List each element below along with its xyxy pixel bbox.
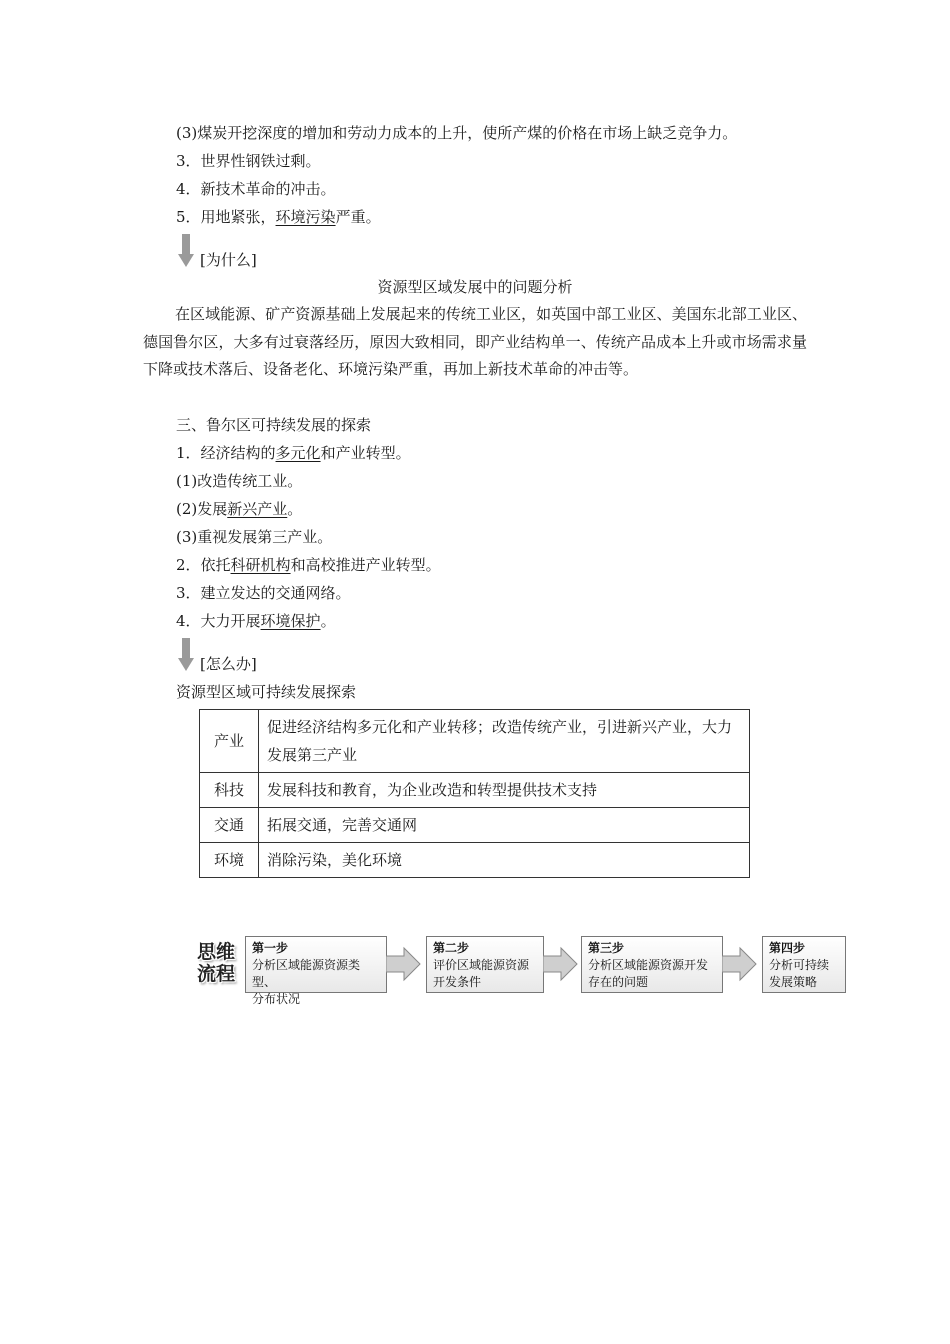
flow-step-3 [581,936,723,993]
step-text: 开发条件 [433,975,482,989]
table-row [200,843,750,878]
text-prefix: (2)发展 [176,500,228,518]
list-item [176,499,302,519]
text-prefix: 4．大力开展 [176,612,261,630]
table-value-cell: 拓展交通，完善交通网 [259,808,750,843]
why-label: [为什么] [200,251,257,269]
flow-step-2 [426,936,544,993]
list-item [176,443,411,463]
right-arrow-icon [386,946,422,982]
text-suffix: 严重。 [335,208,381,226]
step-text: 分析可持续 [769,958,830,972]
table-title: 资源型区域可持续发展探索 [176,683,357,701]
table-value-cell: 消除污染，美化环境 [259,843,750,878]
analysis-paragraph: 在区域能源、矿产资源基础上发展起来的传统工业区，如英国中部工业区、美国东北部工业区、德国鲁尔区，大多有过衰落经历，原因大致相同，即产业结构单一、传统产品成本上升或市场需求量下降或技术落后、设备老化、环境污染严重，再加上新技术革命的冲击等。 [143,305,807,378]
text-prefix: 2．依托 [176,556,231,574]
keyword-underlined: 环境保护 [260,612,321,630]
text-prefix: 5．用地紧张， [176,208,276,226]
thinking-flow-badge [193,941,239,989]
step-text: 存在的问题 [588,975,649,989]
text-line-steel-surplus: 3．世界性钢铁过剩。 [176,152,321,170]
badge-line: 思维 [196,941,235,963]
text-suffix: 和产业转型。 [320,444,411,462]
analysis-title: 资源型区域发展中的问题分析 [377,278,573,296]
down-arrow-icon [178,638,194,672]
down-arrow-icon [178,234,194,268]
table-value-cell: 促进经济结构多元化和产业转移；改造传统产业，引进新兴产业，大力发展第三产业 [259,710,750,773]
keyword-underlined: 多元化 [275,444,321,462]
table-row [200,773,750,808]
step-title: 第三步 [588,941,625,955]
table-row [200,710,750,773]
list-item: (1)改造传统工业。 [176,472,303,490]
flow-step-1 [245,936,387,1006]
list-item [176,555,441,575]
list-item: 3．建立发达的交通网络。 [176,584,351,602]
text-suffix: 。 [287,500,303,518]
badge-line: 流程 [196,963,235,985]
right-arrow-icon [722,946,758,982]
table-key-cell: 环境 [200,843,259,878]
keyword-underlined: 环境污染 [275,208,336,226]
keyword-underlined: 科研机构 [230,556,291,574]
list-item: (3)重视发展第三产业。 [176,528,333,546]
flow-step-4 [762,936,846,993]
step-text: 评价区域能源资源 [433,958,530,972]
table-key-cell: 科技 [200,773,259,808]
table-value-cell: 发展科技和教育，为企业改造和转型提供技术支持 [259,773,750,808]
text-line-coal-cost: (3)煤炭开挖深度的增加和劳动力成本的上升，使所产煤的价格在市场上缺乏竞争力。 [176,124,738,142]
right-arrow-icon [543,946,579,982]
text-prefix: 1．经济结构的 [176,444,276,462]
section-heading: 三、鲁尔区可持续发展的探索 [176,416,372,434]
summary-table [199,709,750,878]
text-suffix: 。 [320,612,336,630]
list-item [176,611,336,631]
step-title: 第一步 [252,941,289,955]
step-text: 分布状况 [252,992,301,1006]
step-title: 第二步 [433,941,470,955]
table-key-cell: 交通 [200,808,259,843]
keyword-underlined: 新兴产业 [227,500,288,518]
step-text: 分析区域能源资源类型、 [252,958,361,989]
table-key-cell: 产业 [200,710,259,773]
how-label: [怎么办] [200,655,257,673]
step-text: 分析区域能源资源开发 [588,958,709,972]
step-title: 第四步 [769,941,806,955]
text-line-land-pollution [176,207,381,227]
text-line-tech-revolution: 4．新技术革命的冲击。 [176,180,336,198]
table-row [200,808,750,843]
text-suffix: 和高校推进产业转型。 [290,556,441,574]
step-text: 发展策略 [769,975,818,989]
